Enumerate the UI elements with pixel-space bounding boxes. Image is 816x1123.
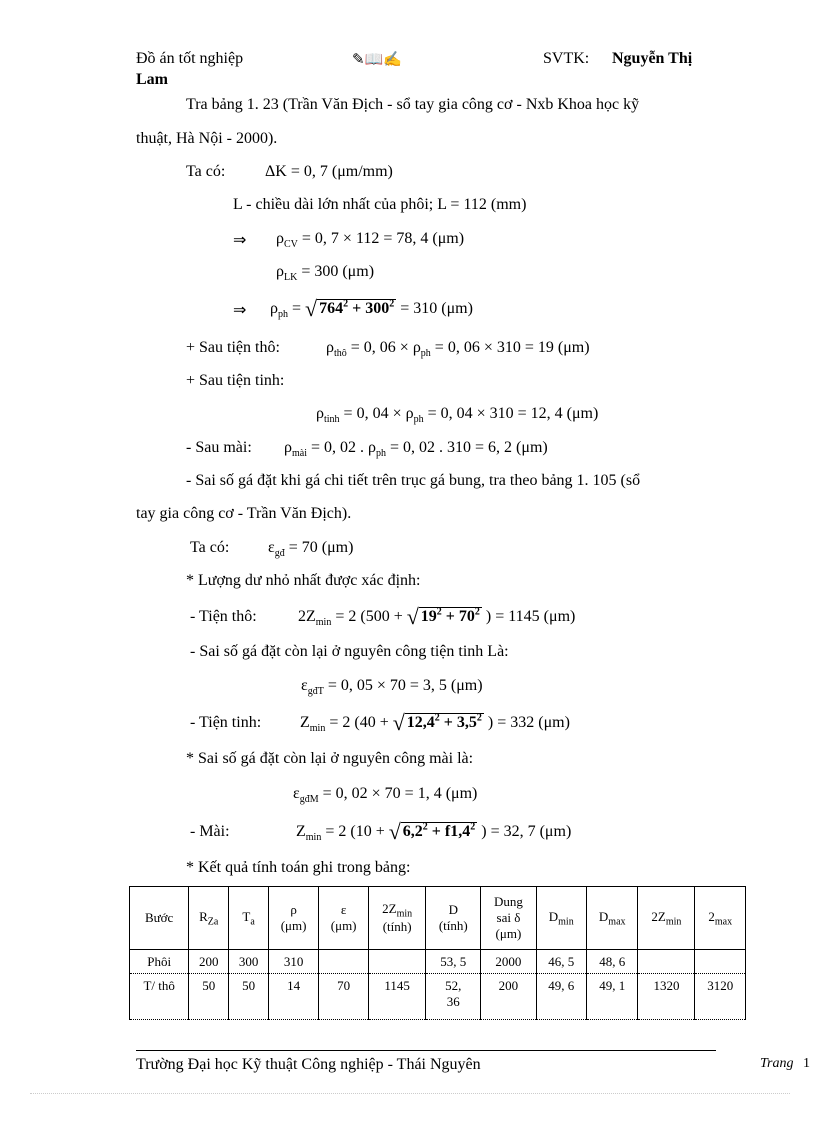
col-dmin: $D_{min}$	[536, 887, 586, 950]
sau-tien-tinh-label: + Sau tiện tinh:	[186, 372, 285, 389]
table-cell: 49, 1	[586, 974, 637, 1020]
col-2zmin: $2Z_{min}$	[638, 887, 695, 950]
sai-so-line-1: - Sai số gá đặt khi gá chi tiết trên trục gá bung, tra theo bảng 1. 105 (sổ	[186, 472, 641, 489]
rho-mai-formula: $\rho_{mài} = 0$, 02 . $\rho_{ph} = 0$, 02 . 310 = 6, 2 (μm)	[284, 439, 548, 460]
table-cell: 300	[229, 950, 269, 974]
table-cell: 46, 5	[536, 950, 586, 974]
table-cell: 14	[269, 974, 319, 1020]
tien-tho-formula: $2Z_{min} = 2$ (500 + √ $19^2 + 70^2$ ) = 1145 (μm)	[298, 604, 576, 629]
col-ta: $T_a$	[229, 887, 269, 950]
delta-k: ΔK = 0, 7 (μm/mm)	[265, 163, 393, 180]
table-cell: 1320	[638, 974, 695, 1020]
table-cell: 53, 5	[426, 950, 481, 974]
col-eps: ε (μm)	[319, 887, 369, 950]
header-left: Đồ án tốt nghiệp	[136, 50, 244, 67]
table-cell: 310	[269, 950, 319, 974]
col-buoc: Bước	[130, 887, 189, 950]
para-line-1: Tra bảng 1. 23 (Trần Văn Địch - sổ tay gia công cơ - Nxb Khoa học kỹ	[186, 96, 640, 113]
ta-co-label: Ta có:	[186, 163, 226, 180]
ornament-icon: ✎📖✍	[352, 52, 402, 68]
table-cell	[369, 950, 426, 974]
student-name-2: Lam	[136, 71, 168, 88]
sai-so-mai-heading: * Sai số gá đặt còn lại ở nguyên công mài là:	[186, 750, 474, 767]
table-cell	[319, 950, 369, 974]
table-cell: 49, 6	[536, 974, 586, 1020]
luong-du-heading: * Lượng dư nhỏ nhất được xác định:	[186, 572, 421, 589]
col-dung-sai: Dung sai δ (μm)	[481, 887, 536, 950]
col-dmax: $D_{max}$	[586, 887, 637, 950]
footer-divider	[136, 1050, 716, 1051]
col-rza: $R_{Za}$	[189, 887, 229, 950]
table-cell: 1145	[369, 974, 426, 1020]
sau-tien-tho-label: + Sau tiện thô:	[186, 339, 280, 356]
rho-cv-formula: $\rho_{CV} = 0$, 7 × 112 = 78, 4 (μm)	[276, 230, 465, 251]
sau-mai-label: - Sau mài:	[186, 439, 252, 456]
svtk-label: SVTK:	[543, 50, 590, 67]
rho-tinh-formula: $\rho_{tinh} = 0$, $04 \times \rho_{ph} = 0$, 04 × 310 = 12, 4 (μm)	[316, 405, 599, 426]
table-cell: 52, 36	[426, 974, 481, 1020]
result-table	[129, 886, 746, 1020]
table-cell: T/ thô	[130, 974, 189, 1020]
eps-gdt-formula: $\varepsilon_{gđT} = 0$, 05 × 70 = 3, 5 (μm)	[301, 677, 483, 698]
table-cell: 70	[319, 974, 369, 1020]
rho-ph-formula: $\rho_{ph}$ = √ $764^2 + 300^2 = 310$ (μm)	[270, 296, 473, 321]
page-label: Trang	[760, 1056, 794, 1071]
tien-tho-label: - Tiện thô:	[190, 608, 257, 625]
table-cell: 50	[189, 974, 229, 1020]
rho-tho-formula: $\rho_{thô} = 0$, $06 \times \rho_{ph} = 0$, 06 × 310 = 19 (μm)	[326, 339, 590, 360]
eps-gd-formula: $\varepsilon_{gđ} = 70$ (μm)	[268, 539, 354, 560]
implies-arrow-2: ⇒	[233, 302, 247, 319]
mai-formula: $Z_{min} = 2$ (10 + √ $6,2^2 + f1,4^2$ ) = 32, 7 (μm)	[296, 819, 572, 844]
table-row	[130, 974, 746, 1020]
eps-gdm-formula: $\varepsilon_{gđM} = 0$, 02 × 70 = 1, 4 (μm)	[293, 785, 478, 806]
student-name-1: Nguyễn Thị	[612, 50, 693, 67]
tien-tinh-label: - Tiện tinh:	[190, 714, 262, 731]
ket-qua-heading: * Kết quả tính toán ghi trong bảng:	[186, 859, 411, 876]
ta-co-label-2: Ta có:	[190, 539, 230, 556]
footer-school: Trường Đại học Kỹ thuật Công nghiệp - Thái Nguyên	[136, 1056, 481, 1073]
table-header-row	[130, 887, 746, 950]
col-zmin: $2Z_{min}$ (tính)	[369, 887, 426, 950]
table-cell: Phôi	[130, 950, 189, 974]
sai-so-tien-tinh-heading: - Sai số gá đặt còn lại ở nguyên công tiện tinh Là:	[190, 643, 509, 660]
col-2max: $2_{max}$	[695, 887, 746, 950]
implies-arrow-1: ⇒	[233, 232, 247, 249]
table-row	[130, 950, 746, 974]
mai-label: - Mài:	[190, 823, 230, 840]
rho-lk-formula: $\rho_{LK} = 300$ (μm)	[276, 263, 375, 284]
page-number: 1	[803, 1056, 810, 1071]
sai-so-line-2: tay gia công cơ - Trần Văn Địch).	[136, 505, 352, 522]
table-cell	[695, 950, 746, 974]
col-d: D (tính)	[426, 887, 481, 950]
para-line-2: thuật, Hà Nội - 2000).	[136, 130, 278, 147]
tien-tinh-formula: $Z_{min} = 2$ (40 + √ $12,4^2 + 3,5^2$ ) = 332 (μm)	[300, 710, 570, 735]
table-cell: 2000	[481, 950, 536, 974]
table-cell: 200	[189, 950, 229, 974]
table-cell: 3120	[695, 974, 746, 1020]
table-cell: 50	[229, 974, 269, 1020]
col-rho: ρ (μm)	[269, 887, 319, 950]
table-cell: 200	[481, 974, 536, 1020]
table-cell: 48, 6	[586, 950, 637, 974]
length-line: L - chiều dài lớn nhất của phôi; L = 112 (mm)	[233, 196, 527, 213]
page-bottom-divider	[30, 1093, 790, 1094]
table-cell	[638, 950, 695, 974]
